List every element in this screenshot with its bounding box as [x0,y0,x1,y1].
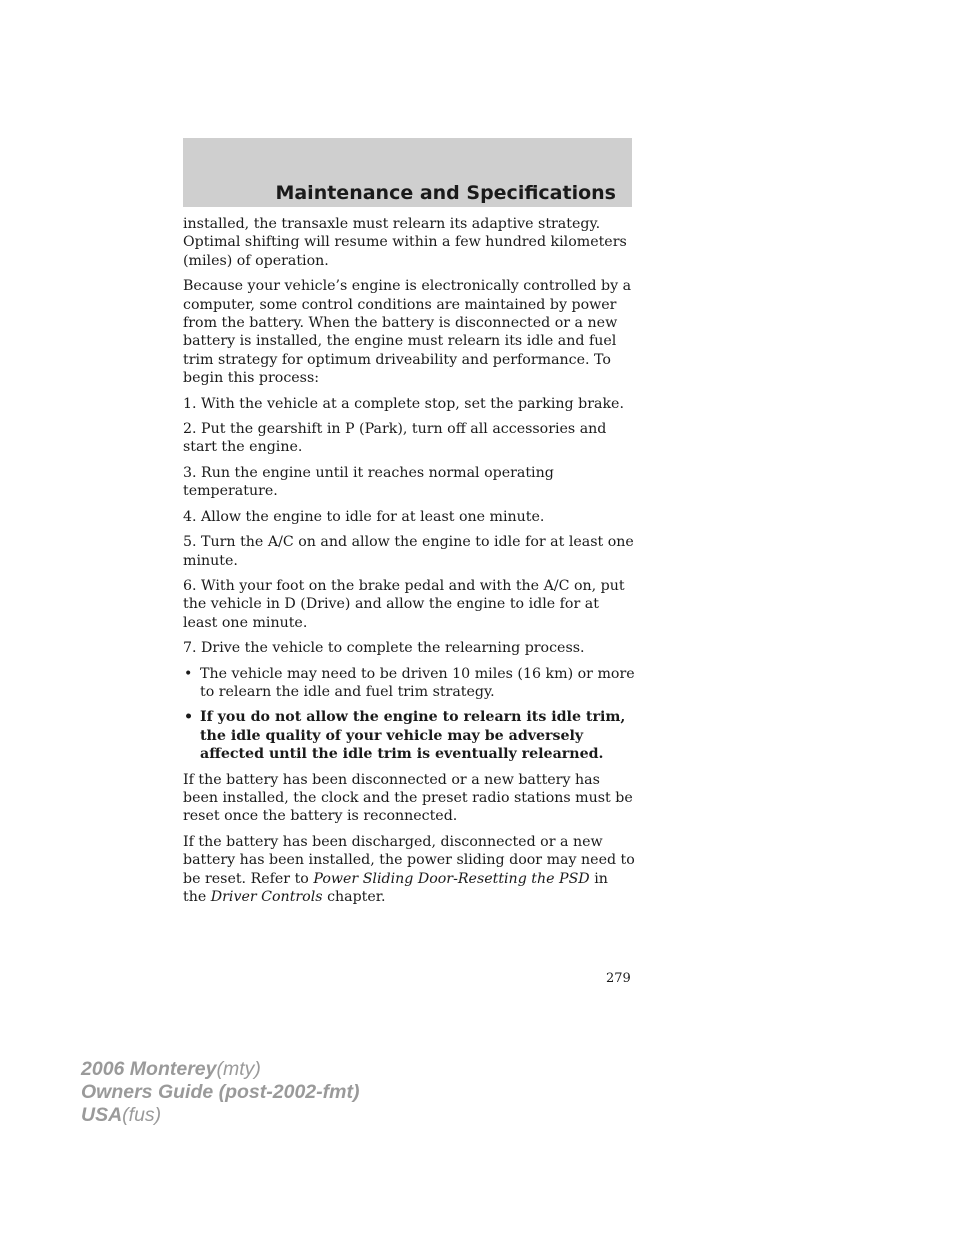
footer-market: USA [81,1104,123,1126]
footer-line-model [81,1058,359,1081]
page-body [183,215,635,913]
footer-model-code: (mty) [216,1058,261,1080]
step-4: 4. Allow the engine to idle for at least one minute. [183,508,545,525]
section-header-band [183,138,632,207]
footer-guide: Owners Guide (post-2002-fmt) [81,1081,360,1103]
cross-reference-psd: Power Sliding Door-Resetting the PSD [313,870,590,887]
paragraph-transaxle-relearn: installed, the transaxle must relearn its adaptive strategy. Optimal shifting will resume within a few hundred kilometers (miles) of operation. [183,216,627,269]
paragraph-text: If the battery has been discharged, disconnected or a new battery has been installed, the power sliding door may need to be reset. Refer to [183,833,635,887]
bullet-icon: • [184,665,193,682]
bullet-text: If you do not allow the engine to relearn its idle trim, the idle quality of your vehicle may be adversely affected until the idle trim is eventually relearned. [200,709,626,763]
paragraph-engine-relearn: Because your vehicle’s engine is electronically controlled by a computer, some control conditions are maintained by power from the battery. When the battery is disconnected or a new battery is installed, the engine must relearn its idle and fuel trim strategy for optimum driveability and performance. To begin this process: [183,278,632,387]
footer-line-market [81,1104,359,1127]
page-number: 279 [606,971,631,986]
footer-market-code: (fus) [122,1104,162,1126]
step-1: 1. With the vehicle at a complete stop, set the parking brake. [183,395,624,412]
paragraph-clock-radio-reset: If the battery has been disconnected or a new battery has been installed, the clock and the preset radio stations must be reset once the battery is reconnected. [183,771,633,825]
paragraph-sliding-door-reset [183,833,635,907]
bullet-item-drive-distance [183,665,635,702]
cross-reference-driver-controls: Driver Controls [210,889,323,905]
bullet-item-idle-trim-warning [183,708,635,763]
step-6: 6. With your foot on the brake pedal and with the A/C on, put the vehicle in D (Drive) and allow the engine to idle for at least one minute. [183,577,625,631]
paragraph-text: in the [183,870,608,905]
step-3: 3. Run the engine until it reaches normal operating temperature. [183,464,554,500]
bullet-text: The vehicle may need to be driven 10 miles (16 km) or more to relearn the idle and fuel trim strategy. [200,665,635,700]
document-footer [81,1058,359,1127]
step-5: 5. Turn the A/C on and allow the engine to idle for at least one minute. [183,534,634,569]
paragraph-text: chapter. [327,889,386,905]
bullet-icon: • [184,709,194,726]
section-title: Maintenance and Specifications [275,182,616,204]
step-7: 7. Drive the vehicle to complete the relearning process. [183,640,585,657]
footer-model: 2006 Monterey [81,1058,217,1080]
step-2: 2. Put the gearshift in P (Park), turn off all accessories and start the engine. [183,421,607,456]
